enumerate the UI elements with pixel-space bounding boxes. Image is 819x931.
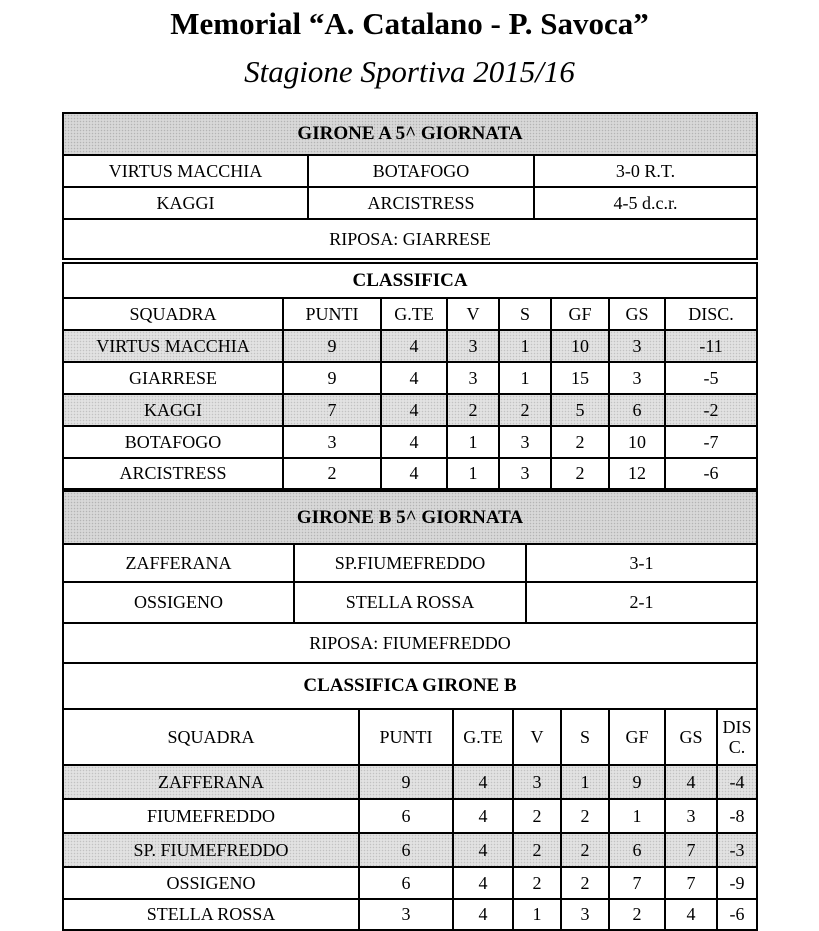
cell: 2 xyxy=(513,867,561,899)
page-title: Memorial “A. Catalano - P. Savoca” xyxy=(170,6,649,41)
team-name: VIRTUS MACCHIA xyxy=(63,330,283,362)
cell: 2 xyxy=(551,458,609,489)
cell: 3 xyxy=(561,899,609,930)
cell: 9 xyxy=(359,765,453,799)
team-name: KAGGI xyxy=(63,394,283,426)
girone-b-title: GIRONE B 5^ GIORNATA xyxy=(63,491,757,544)
table-row xyxy=(63,394,757,426)
cell: 3 xyxy=(499,458,551,489)
col-header: S xyxy=(561,709,609,765)
cell: 3 xyxy=(513,765,561,799)
cell: 4 xyxy=(453,765,513,799)
cell: 15 xyxy=(551,362,609,394)
cell: 3 xyxy=(609,362,665,394)
col-header: SQUADRA xyxy=(63,709,359,765)
team-name: ZAFFERANA xyxy=(63,765,359,799)
col-header: SQUADRA xyxy=(63,298,283,330)
cell: 3 xyxy=(359,899,453,930)
cell: 4 xyxy=(381,362,447,394)
cell: 1 xyxy=(499,330,551,362)
away-team: BOTAFOGO xyxy=(308,155,534,187)
cell: 1 xyxy=(513,899,561,930)
cell: 2 xyxy=(499,394,551,426)
col-header: DIS C. xyxy=(717,709,757,765)
team-name: FIUMEFREDDO xyxy=(63,799,359,833)
cell: -8 xyxy=(717,799,757,833)
cell: -6 xyxy=(665,458,757,489)
cell: 1 xyxy=(499,362,551,394)
col-header: V xyxy=(447,298,499,330)
home-team: VIRTUS MACCHIA xyxy=(63,155,308,187)
team-name: ARCISTRESS xyxy=(63,458,283,489)
team-name: STELLA ROSSA xyxy=(63,899,359,930)
cell: 2 xyxy=(513,833,561,867)
col-header: G.TE xyxy=(453,709,513,765)
cell: -7 xyxy=(665,426,757,458)
col-header: GS xyxy=(665,709,717,765)
girone-b-riposa: RIPOSA: FIUMEFREDDO xyxy=(63,623,757,663)
girone-b-standings-title: CLASSIFICA GIRONE B xyxy=(63,663,757,709)
cell: 4 xyxy=(665,765,717,799)
cell: 7 xyxy=(665,867,717,899)
girone-a-title: GIRONE A 5^ GIORNATA xyxy=(63,113,757,155)
cell: 6 xyxy=(609,833,665,867)
cell: 12 xyxy=(609,458,665,489)
cell: 7 xyxy=(665,833,717,867)
table-row xyxy=(63,799,757,833)
standings-header-row xyxy=(63,709,757,765)
cell: 3 xyxy=(447,330,499,362)
cell: 5 xyxy=(551,394,609,426)
girone-b-matches-table xyxy=(62,490,758,664)
col-header: G.TE xyxy=(381,298,447,330)
table-row xyxy=(63,362,757,394)
home-team: OSSIGENO xyxy=(63,582,294,623)
girone-a-riposa: RIPOSA: GIARRESE xyxy=(63,219,757,259)
match-row xyxy=(63,582,757,623)
col-header: GF xyxy=(551,298,609,330)
match-result: 2-1 xyxy=(526,582,757,623)
match-row xyxy=(63,187,757,219)
col-header: V xyxy=(513,709,561,765)
cell: -3 xyxy=(717,833,757,867)
cell: -4 xyxy=(717,765,757,799)
cell: 4 xyxy=(381,458,447,489)
cell: 9 xyxy=(283,362,381,394)
cell: 2 xyxy=(561,833,609,867)
cell: 4 xyxy=(381,426,447,458)
cell: 4 xyxy=(453,833,513,867)
away-team: STELLA ROSSA xyxy=(294,582,526,623)
cell: 4 xyxy=(381,330,447,362)
cell: 2 xyxy=(609,899,665,930)
table-row xyxy=(63,330,757,362)
cell: 7 xyxy=(283,394,381,426)
girone-a-standings-table xyxy=(62,262,758,490)
col-header: GF xyxy=(609,709,665,765)
cell: -5 xyxy=(665,362,757,394)
cell: 1 xyxy=(609,799,665,833)
cell: 1 xyxy=(561,765,609,799)
table-row xyxy=(63,867,757,899)
cell: -6 xyxy=(717,899,757,930)
match-row xyxy=(63,544,757,582)
cell: 9 xyxy=(609,765,665,799)
team-name: GIARRESE xyxy=(63,362,283,394)
col-header: PUNTI xyxy=(283,298,381,330)
table-row xyxy=(63,458,757,489)
col-header: PUNTI xyxy=(359,709,453,765)
girone-b-standings-table xyxy=(62,662,758,931)
cell: 3 xyxy=(609,330,665,362)
cell: 4 xyxy=(453,799,513,833)
cell: 1 xyxy=(447,426,499,458)
cell: 3 xyxy=(283,426,381,458)
cell: 2 xyxy=(283,458,381,489)
cell: 9 xyxy=(283,330,381,362)
cell: 2 xyxy=(447,394,499,426)
away-team: SP.FIUMEFREDDO xyxy=(294,544,526,582)
cell: 7 xyxy=(609,867,665,899)
cell: 2 xyxy=(561,799,609,833)
col-header: GS xyxy=(609,298,665,330)
cell: 6 xyxy=(359,833,453,867)
away-team: ARCISTRESS xyxy=(308,187,534,219)
table-row xyxy=(63,899,757,930)
match-result: 3-1 xyxy=(526,544,757,582)
cell: -9 xyxy=(717,867,757,899)
cell: 2 xyxy=(551,426,609,458)
cell: 6 xyxy=(359,799,453,833)
match-result: 3-0 R.T. xyxy=(534,155,757,187)
table-row xyxy=(63,426,757,458)
team-name: OSSIGENO xyxy=(63,867,359,899)
cell: 10 xyxy=(551,330,609,362)
cell: 3 xyxy=(499,426,551,458)
cell: 2 xyxy=(561,867,609,899)
table-row xyxy=(63,765,757,799)
cell: 6 xyxy=(359,867,453,899)
cell: 4 xyxy=(453,899,513,930)
cell: 4 xyxy=(665,899,717,930)
page-subtitle: Stagione Sportiva 2015/16 xyxy=(244,54,575,89)
home-team: KAGGI xyxy=(63,187,308,219)
cell: 1 xyxy=(447,458,499,489)
cell: 10 xyxy=(609,426,665,458)
team-name: BOTAFOGO xyxy=(63,426,283,458)
girone-a-matches-table xyxy=(62,112,758,260)
cell: 2 xyxy=(513,799,561,833)
match-row xyxy=(63,155,757,187)
home-team: ZAFFERANA xyxy=(63,544,294,582)
match-result: 4-5 d.c.r. xyxy=(534,187,757,219)
cell: -2 xyxy=(665,394,757,426)
team-name: SP. FIUMEFREDDO xyxy=(63,833,359,867)
col-header: S xyxy=(499,298,551,330)
cell: 3 xyxy=(447,362,499,394)
cell: 4 xyxy=(453,867,513,899)
cell: 4 xyxy=(381,394,447,426)
girone-a-standings-title: CLASSIFICA xyxy=(63,263,757,298)
cell: 3 xyxy=(665,799,717,833)
cell: -11 xyxy=(665,330,757,362)
table-row xyxy=(63,833,757,867)
cell: 6 xyxy=(609,394,665,426)
standings-header-row xyxy=(63,298,757,330)
col-header: DISC. xyxy=(665,298,757,330)
